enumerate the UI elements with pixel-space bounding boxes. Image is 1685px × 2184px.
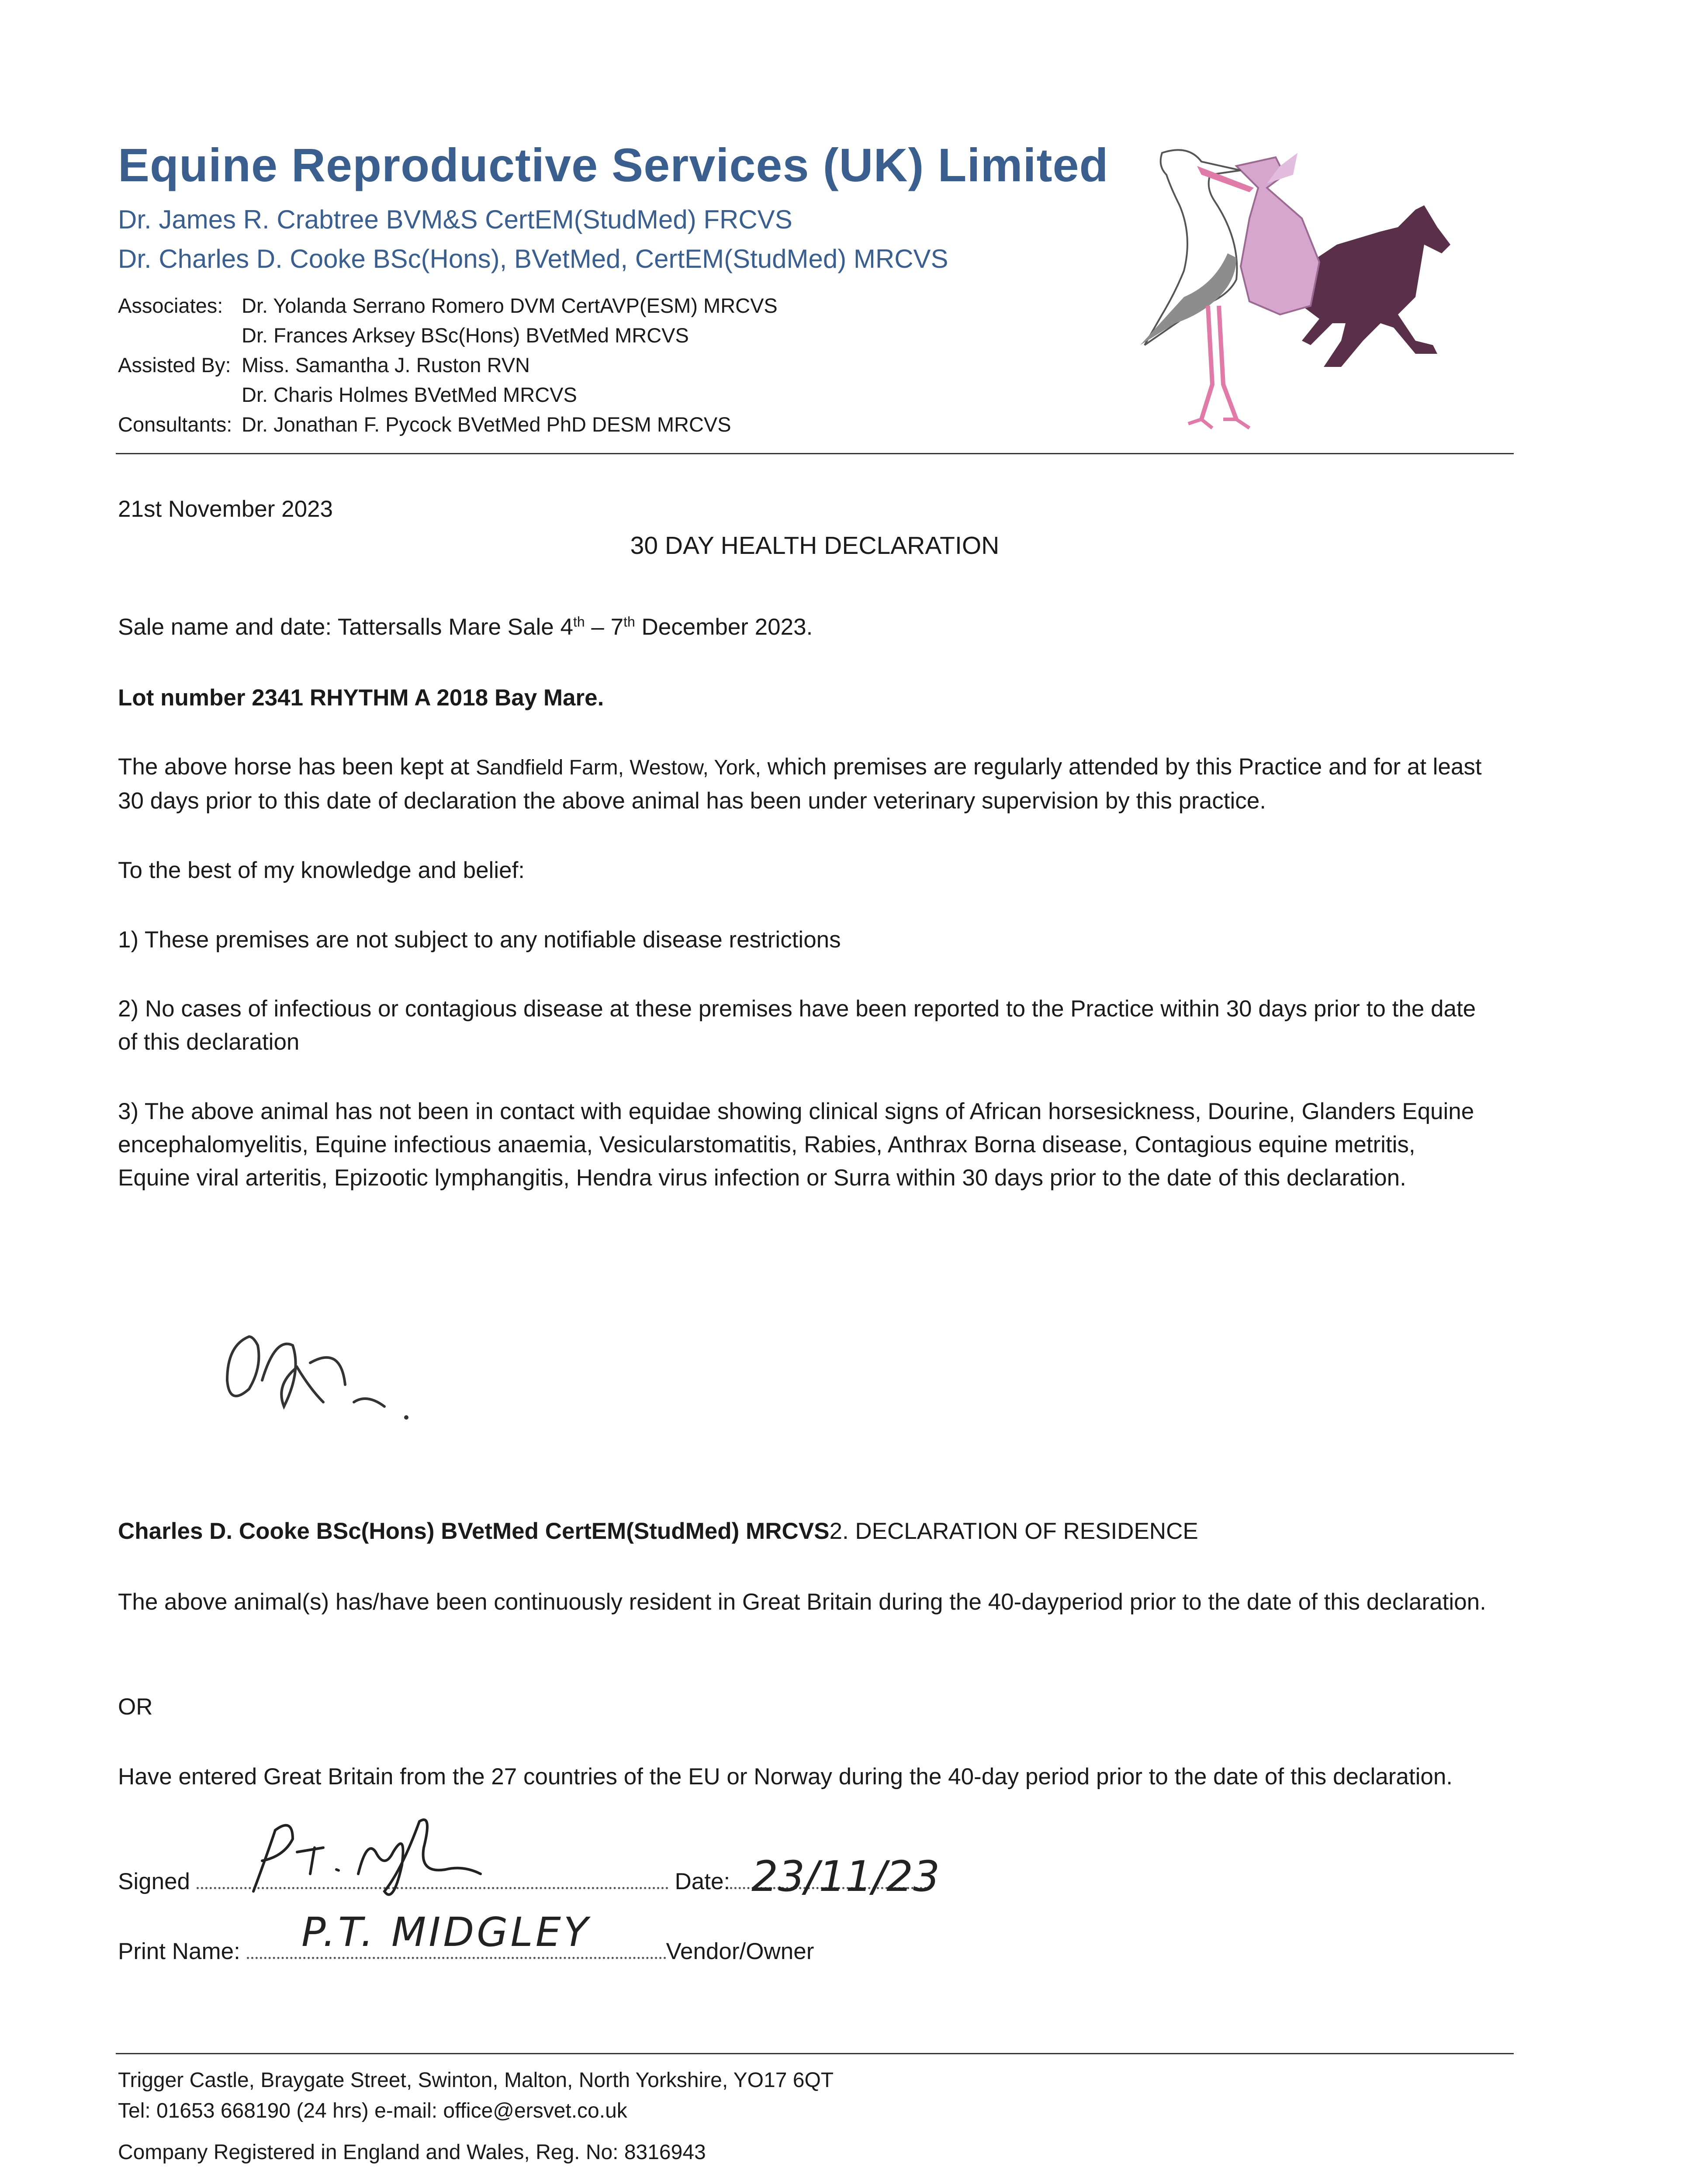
date-label: Date: <box>675 1869 730 1894</box>
vet-signature-name: Charles D. Cooke BSc(Hons) BVetMed CertEM(StudMed) MRCVS <box>118 1518 830 1544</box>
vet-signature-line <box>118 1515 1490 1548</box>
company-name: Equine Reproductive Services (UK) Limited <box>118 138 1109 191</box>
consultant-name: Dr. Jonathan F. Pycock BVetMed PhD DESM MRCVS <box>242 413 731 436</box>
residence-heading: 2. DECLARATION OF RESIDENCE <box>829 1518 1198 1544</box>
vet-signature-image <box>210 1319 437 1424</box>
assisted-label: Assisted By: <box>118 353 231 377</box>
consultants-label: Consultants: <box>118 413 232 436</box>
assistant-name: Dr. Charis Holmes BVetMed MRCVS <box>242 383 577 406</box>
sale-details: Sale name and date: Tattersalls Mare Sale 4th – 7th December 2023. <box>118 614 813 640</box>
footer-contact: Tel: 01653 668190 (24 hrs) e-mail: office@ersvet.co.uk <box>118 2099 627 2122</box>
footer-address: Trigger Castle, Braygate Street, Swinton, Malton, North Yorkshire, YO17 6QT <box>118 2069 834 2092</box>
entry-statement: Have entered Great Britain from the 27 countries of the EU or Norway during the 40-day period prior to the date of this declaration. <box>118 1764 1453 1790</box>
print-name-label: Print Name: <box>118 1939 240 1964</box>
stork-carrying-foal-logo-icon <box>1136 140 1520 454</box>
assistant-name: Miss. Samantha J. Ruston RVN <box>242 353 530 377</box>
declaration-point: 2) No cases of infectious or contagious disease at these premises have been reported to the Practice within 30 days prior to the date of this declaration <box>118 996 1476 1055</box>
declaration-point: 3) The above animal has not been in contact with equidae showing clinical signs of African horsesickness, Dourine, Glanders Equine encephalomyelitis, Equine infectious anaemia, Vesicularstomatitis, Rabies, Anthrax Borna disease, Contagious equine metritis, Equine viral arteritis, Epizootic lymphangitis, Hendra virus infection or Surra within 30 days prior to the date of this declaration. <box>118 1099 1474 1191</box>
belief-statement: To the best of my knowledge and belief: <box>118 857 525 883</box>
header-divider <box>116 453 1514 454</box>
vet-name-secondary: Dr. Charles D. Cooke BSc(Hons), BVetMed, CertEM(StudMed) MRCVS <box>118 244 948 273</box>
printed-name-value: P.T. MIDGLEY <box>301 1909 591 1956</box>
vendor-owner-label: Vendor/Owner <box>666 1939 814 1964</box>
vet-name-primary: Dr. James R. Crabtree BVM&S CertEM(StudMed) FRCVS <box>118 205 792 234</box>
residence-statement: The above animal(s) has/have been continuously resident in Great Britain during the 40-dayperiod prior to the date of this declaration. <box>118 1589 1486 1615</box>
associates-label: Associates: <box>118 294 223 317</box>
footer-registration: Company Registered in England and Wales, Reg. No: 8316943 <box>118 2141 706 2164</box>
owner-signature-image <box>236 1804 542 1909</box>
signed-date-value: 23/11/23 <box>751 1852 940 1901</box>
or-separator: OR <box>118 1694 153 1720</box>
signed-label: Signed <box>118 1869 190 1894</box>
premises-paragraph: The above horse has been kept at Sandfield Farm, Westow, York, which premises are regularly attended by this Practice and for at least 30 days prior to this date of declaration the above animal has been under veterinary supervision by this practice. <box>118 754 1482 814</box>
lot-details: Lot number 2341 RHYTHM A 2018 Bay Mare. <box>118 685 604 711</box>
footer-divider <box>116 2053 1514 2054</box>
associate-name: Dr. Frances Arksey BSc(Hons) BVetMed MRCVS <box>242 324 689 347</box>
associate-name: Dr. Yolanda Serrano Romero DVM CertAVP(ESM) MRCVS <box>242 294 778 317</box>
document-title: 30 DAY HEALTH DECLARATION <box>630 532 1000 560</box>
premises-location: Sandfield Farm, Westow, York, <box>476 756 761 779</box>
letter-date: 21st November 2023 <box>118 496 333 522</box>
declaration-point: 1) These premises are not subject to any notifiable disease restrictions <box>118 927 841 953</box>
